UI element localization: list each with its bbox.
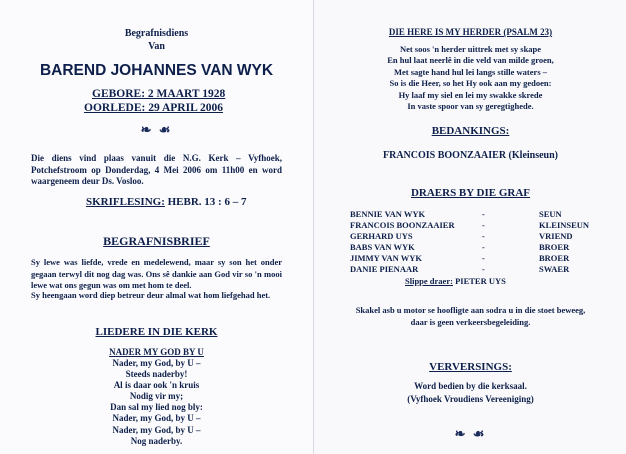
refreshments-location: Word bedien by die kerksaal. xyxy=(414,381,527,391)
death-date xyxy=(84,102,223,115)
bearers-table xyxy=(350,209,589,275)
birth-date xyxy=(92,88,225,101)
deceased-name: BAREND JOHANNES VAN WYK xyxy=(39,62,274,79)
bearer-name: BABS VAN WYK xyxy=(350,242,415,252)
birth-date-text: GEBORE: 2 MAART 1928 xyxy=(92,88,226,100)
bearer-name: FRANCOIS BOONZAAIER xyxy=(350,220,455,230)
hymn-line: Al is daar ook 'n kruis xyxy=(113,380,200,391)
hymn-line: Dan sal my lied nog bly: xyxy=(110,402,203,413)
bearers-title: DRAERS BY DIE GRAF xyxy=(410,187,531,199)
bearer-row xyxy=(350,220,589,231)
pall-bearer-label: Slippe draer: xyxy=(405,276,453,286)
funeral-letter-text: Sy lewe was liefde, vrede en medelewend, maar sy son het onder gegaan terwyl dit nog dag was. Ons sê dankie aan God vir so 'n mooi lewe wat ons gegun was om met hom te deel. xyxy=(31,257,282,290)
pall-bearer-name: PIETER UYS xyxy=(455,276,506,286)
pall-bearer xyxy=(405,276,506,286)
service-heading: Begrafnisdiens xyxy=(124,28,189,39)
bearer-relation: SEUN xyxy=(539,209,562,219)
psalm-title: DIE HERE IS MY HERDER (PSALM 23) xyxy=(388,27,553,37)
ornament-right-bottom: ❧ ☙ xyxy=(454,426,487,441)
service-heading-van: Van xyxy=(148,41,165,52)
funeral-letter-title: BEGRAFNISBRIEF xyxy=(103,234,210,248)
hymn-line: Steeds naderby! xyxy=(125,369,188,380)
service-details: Die diens vind plaas vanuit die N.G. Kerk – Vyfhoek, Potchefstroom op Donderdag, 4 Mei 2006 om 11h00 en word waargeneem deur Ds. Vosloo. xyxy=(31,153,282,186)
funeral-letter-closing: Sy heengaan word diep betreur deur almal wat hom liefgehad het. xyxy=(31,290,271,300)
bearer-row xyxy=(350,231,589,242)
car-lights-note: Skakel asb u motor se hoofligte aan sodra u in die stoet beweeg, daar is geen verkeersbegeleiding. xyxy=(355,305,586,327)
hymn-line: Nader, my God, by U – xyxy=(112,358,201,368)
bearer-dash: - xyxy=(482,264,485,274)
psalm-text xyxy=(314,44,626,112)
bearer-relation: BROER xyxy=(539,253,570,263)
psalm-line: Hy laaf my siel en lei my swakke skrede xyxy=(398,89,543,100)
bearer-row xyxy=(350,242,589,253)
psalm-line: Met sagte hand hul lei langs stille waters – xyxy=(394,66,547,77)
bearer-name: DANIE PIENAAR xyxy=(350,264,419,274)
bearer-relation: BROER xyxy=(539,242,570,252)
bearer-relation: KLEINSEUN xyxy=(539,220,590,230)
bearer-dash: - xyxy=(482,242,485,252)
hymns-title: LIEDERE IN DIE KERK xyxy=(95,326,218,338)
scripture-reading xyxy=(86,196,246,209)
hymn-line: Nodig vir my; xyxy=(129,391,184,402)
hymn-line: Nader, my God, by U – xyxy=(112,413,201,424)
bearer-row xyxy=(350,264,589,275)
thanks-title: BEDANKINGS: xyxy=(431,125,510,137)
death-date-text: OORLEDE: 29 APRIL 2006 xyxy=(84,102,223,114)
bearer-row xyxy=(350,253,589,264)
refreshments-host: (Vyfhoek Vroudiens Vereeniging) xyxy=(407,394,534,404)
bearer-name: GERHARD UYS xyxy=(350,231,413,241)
right-page xyxy=(313,0,626,454)
bearer-dash: - xyxy=(482,220,485,230)
bearer-name: JIMMY VAN WYK xyxy=(350,253,422,263)
thanks-name: FRANCOIS BOONZAAIER (Kleinseun) xyxy=(382,150,559,161)
scripture-label: SKRIFLESING: xyxy=(86,196,165,208)
psalm-line: En hul laat neerlê in die veld van milde groen, xyxy=(387,55,554,66)
psalm-line: In vaste spoor van sy geregtighede. xyxy=(407,101,534,112)
bearer-row xyxy=(350,209,589,220)
hymn-lyrics xyxy=(0,358,313,447)
bearer-dash: - xyxy=(482,253,485,263)
scripture-reference: HEBR. 13 : 6 – 7 xyxy=(167,196,247,208)
bearer-relation: SWAER xyxy=(539,264,570,274)
ornament-left-top: ❧ ☙ xyxy=(140,122,173,137)
refreshments-title: VERVERSINGS: xyxy=(429,361,512,373)
bearer-relation: VRIEND xyxy=(539,231,573,241)
hymn-line: Nog naderby. xyxy=(130,435,183,446)
psalm-line: Net soos 'n herder uittrek met sy skape xyxy=(399,44,542,54)
bearer-name: BENNIE VAN WYK xyxy=(350,209,426,219)
bearer-dash: - xyxy=(482,209,485,219)
hymn-title: NADER MY GOD BY U xyxy=(109,347,204,357)
bearer-dash: - xyxy=(482,231,485,241)
hymn-line: Nader, my God, by U – xyxy=(112,424,201,435)
psalm-line: So is die Heer, so het Hy ook aan my gedoen: xyxy=(389,78,552,89)
